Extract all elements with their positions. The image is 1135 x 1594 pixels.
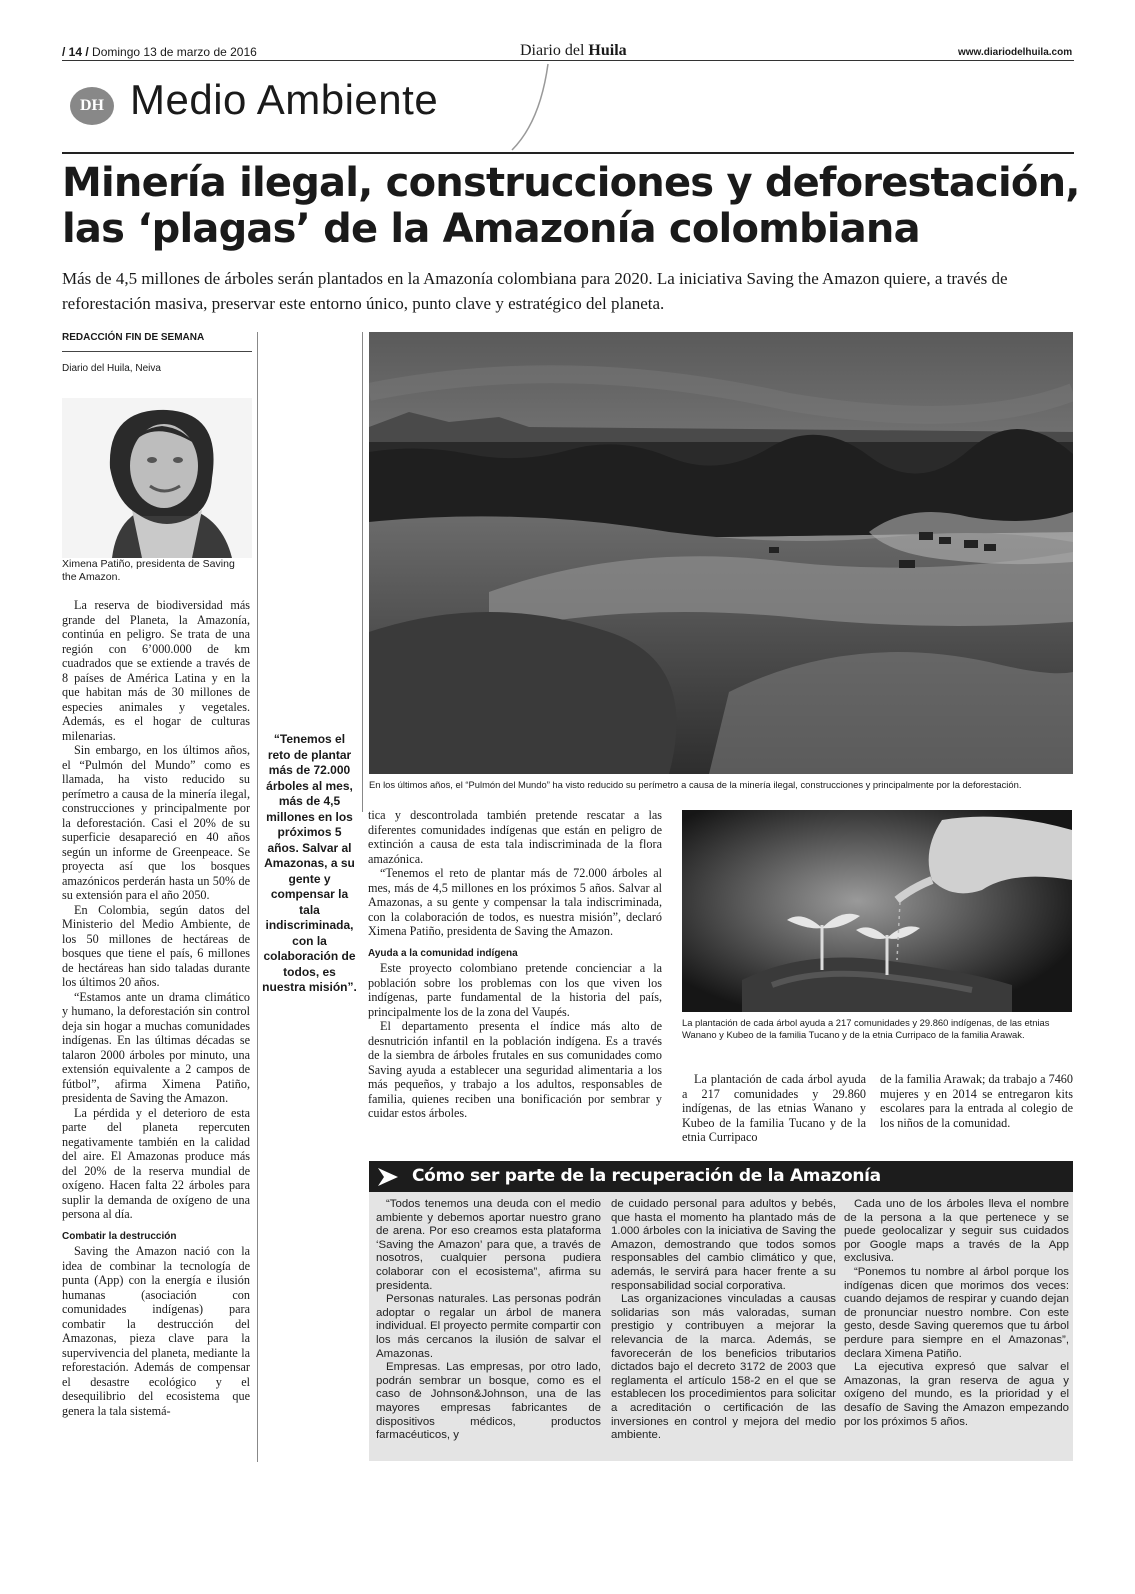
section-rule [62, 152, 1074, 154]
website-link[interactable]: www.diariodelhuila.com [958, 47, 1073, 58]
issue-date: Domingo 13 de marzo de 2016 [92, 45, 257, 59]
sidebar-column-2: de cuidado personal para adultos y bebés, que hasta el momento ha plantado más de 1.000 árboles con la iniciativa de Saving the Amazon, demostrando que todos somos responsables del cambio climático y que, además, le servirá para hacer frente a su responsabilidad social corporativa. Las organizaciones vinculadas a causas solidarias son más valoradas, suman prestigio y contribuyen a mejorar la relevancia de la marca. Además, se favorecerán de los beneficios tributarios dictados bajo el decreto 3172 de 2003 que reglamenta el artículo 158-2 en el que se establecen los procedimientos para solicitar a acreditación o certificación de las inversiones en control y mejora del medio ambiente. [611, 1198, 836, 1442]
arrow-icon [376, 1166, 402, 1188]
byline-location: Diario del Huila, Neiva [62, 363, 161, 374]
byline-rule [62, 351, 252, 352]
byline: REDACCIÓN FIN DE SEMANA [62, 332, 205, 343]
column-divider [257, 332, 258, 1462]
headline: Minería ilegal, construcciones y deforestación, las ‘plagas’ de la Amazonía colombiana [62, 160, 1080, 252]
subhead-ayuda: Ayuda a la comunidad indígena [368, 947, 518, 959]
article-column-5: de la familia Arawak; da trabajo a 7460 mujeres y en 2014 se entregaron kits escolares para la entrada al colegio de los niños de la comunidad. [880, 1072, 1073, 1130]
sidebar-title: Cómo ser parte de la recuperación de la Amazonía [412, 1166, 881, 1186]
photo1-caption: En los últimos años, el “Pulmón del Mundo” ha visto reducido su perímetro a causa de la minería ilegal, construcciones y principalmente por la deforestación. [369, 779, 1022, 790]
deforestation-photo [369, 332, 1073, 774]
column-divider [362, 332, 363, 812]
header-rule [62, 60, 1074, 61]
pull-quote: “Tenemos el reto de plantar más de 72.000 árboles al mes, más de 4,5 millones en los próximos 5 años. Salvar al Amazonas, a su gente y compensar la tala indiscriminada, con la colaboración de todos, es nuestra misión”. [262, 732, 357, 994]
section-title: Medio Ambiente [130, 76, 439, 123]
deck: Más de 4,5 millones de árboles serán plantados en la Amazonía colombiana para 2020. La iniciativa Saving the Amazon quiere, a través de reforestación masiva, preservar este entorno único, punto clave y estratégico del planeta. [62, 269, 1008, 313]
photo2-caption: La plantación de cada árbol ayuda a 217 comunidades y 29.860 indígenas, de las etnias Wanano y Kubeo de la familia Tucano y de la etnia Curripaco de la familia Arawak. [682, 1017, 1050, 1040]
page-number: 14 [68, 45, 83, 59]
dh-logo: DH [70, 87, 114, 125]
masthead: Diario del Huila [520, 42, 627, 59]
sidebar-column-3: Cada uno de los árboles lleva el nombre de la persona a la que pertenece y se puede geolocalizar y seguir sus cuidados por Google maps a través de la App exclusiva. “Ponemos tu nombre al árbol porque los indígenas dicen que morimos dos veces: cuando dejamos de respirar y cuando dejan de pronunciar nuestro nombre. Con este gesto, desde Saving queremos que tu árbol perdure para siempre en el Amazonas”, declara Ximena Patiño. La ejecutiva expresó que salvar el Amazonas, la gran reserva de agua y oxígeno del mundo, es la prioridad y el desafío de Saving the Amazon empezando por los próximos 5 años. [844, 1198, 1069, 1428]
article-column-4: La plantación de cada árbol ayuda a 217 comunidades y 29.860 indígenas, de las etnias Wanano y Kubeo de la familia Tucano y de la etnia Curripaco [682, 1072, 866, 1144]
article-column-1: La reserva de biodiversidad más grande del Planeta, la Amazonía, continúa en peligro. Se trata de una región con 6’000.000 de km cuadrados que se extiende a través de 8 países de América Latina y en la que habitan más de 30 millones de especies animales y vegetales. Además, es el hogar de culturas milenarias. Sin embargo, en los últimos años, el “Pulmón del Mundo” como es llamada, ha visto reducido su perímetro a causa de la minería ilegal, construcciones y principalmente por la deforestación. Casi el 20% de su superficie desapareció en 40 años según un informe de Greenpeace. Se proyecta así que los bosques amazónicos perderán hasta un 50% de su extensión para el año 2050. En Colombia, según datos del Ministerio del Medio Ambiente, de los 50 millones de hectáreas de bosques que tiene el país, 6 millones de hectáreas han sido taladas durante los últimos 20 años. “Estamos ante un drama climático y humano, la deforestación sin control deja sin hogar a muchas comunidades indígenas. En las últimas décadas se talaron 2000 árboles por minuto, una extensión equivalente a 2 campos de fútbol”, afirma Ximena Patiño, presidenta de Saving the Amazon. La pérdida y el deterioro de esta parte del planeta repercuten negativamente también en la calidad del aire. El Amazonas produce más del 20% de la reserva mundial de oxígeno. Hacen falta 22 árboles para suplir la demanda de oxígeno de una persona al día. Combatir la destrucción Saving the Amazon nació con la idea de combinar la tecnología de punta (App) con la energía e ilusión humanas (asociación con comunidades indígenas) para combatir la destrucción del Amazonas, pieza clave para la supervivencia del planeta, mediante la reforestación. Además de compensar el desastre ecológico y el desequilibrio del ecosistema que genera la tala sistemá- [62, 598, 250, 1418]
seedling-photo [682, 810, 1072, 1012]
portrait-photo [62, 398, 252, 558]
page-info: / 14 / Domingo 13 de marzo de 2016 [62, 45, 257, 59]
section-slash-decoration [510, 62, 550, 152]
portrait-caption: Ximena Patiño, presidenta de Saving the Amazon. [62, 558, 235, 583]
subhead-combatir: Combatir la destrucción [62, 1230, 177, 1242]
article-column-3: tica y descontrolada también pretende rescatar a las diferentes comunidades indígenas que están en peligro de extinción a causa de esta tala indiscriminada de la flora amazónica. “Tenemos el reto de plantar más de 72.000 árboles al mes, más de 4,5 millones en los próximos 5 años. Salvar al Amazonas, a su gente y compensar la tala indiscriminada, con la colaboración de todos, es nuestra misión”, declaró Ximena Patiño, presidenta de Saving the Amazon. Ayuda a la comunidad indígena Este proyecto colombiano pretende concienciar a la población sobre los problemas con los que viven los indígenas, parte fundamental de la historia del país, principalmente los de la zona del Vaupés. El departamento presenta el índice más alto de desnutrición infantil en la población indígena. Es a través de la siembra de árboles frutales en sus comunidades como Saving ayuda a establecer una seguridad alimentaria a los más pequeños, y trabajo a los adultos, responsables de familia, quienes reciben una bonificación por sembrar y cuidar estos árboles. [368, 808, 662, 1120]
sidebar-column-1: “Todos tenemos una deuda con el medio ambiente y debemos aportar nuestro grano de arena. Por eso creamos esta plataforma ‘Saving the Amazon’ para que, a través de nosotros, cualquier persona pudiera colaborar con el ecosistema”, afirma su presidenta. Personas naturales. Las personas podrán adoptar o regalar un árbol de manera individual. El proyecto permite compartir con los más cercanos la ilusión de salvar el Amazonas. Empresas. Las empresas, por otro lado, podrán sembrar un bosque, como es el caso de Johnson&Johnson, una de las mayores empresas fabricantes de dispositivos médicos, productos farmacéuticos, y [376, 1198, 601, 1442]
